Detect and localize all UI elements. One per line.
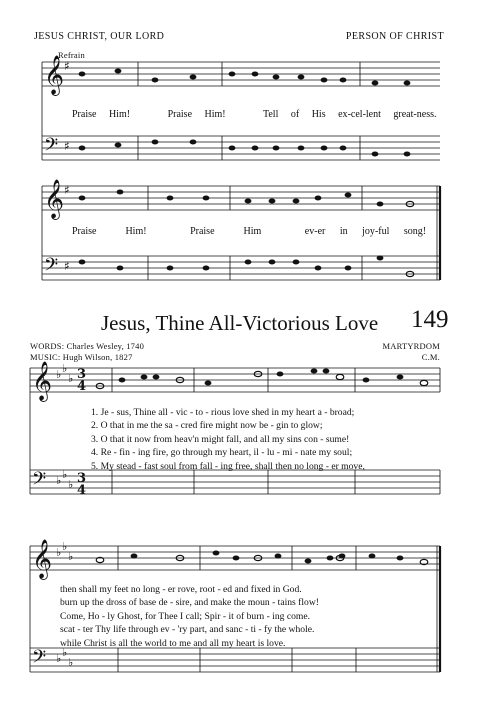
svg-text:♭: ♭ <box>62 646 68 659</box>
staff-treble <box>42 62 440 86</box>
svg-text:♭: ♭ <box>62 362 68 375</box>
stanza-line: 4. Re - fin - ing fire, go through my heart, il - lu - mi - nate my soul; <box>91 447 353 459</box>
svg-text:𝄢: 𝄢 <box>32 647 47 672</box>
svg-text:𝄞: 𝄞 <box>32 361 53 401</box>
refrain-lyric-line-1: Praise Him! Praise Him! Tell of His ex-cel-lent great-ness. <box>72 109 437 120</box>
svg-text:♭: ♭ <box>68 550 74 563</box>
svg-text:♭: ♭ <box>56 474 62 487</box>
svg-text:♭: ♭ <box>56 652 62 665</box>
svg-text:♯: ♯ <box>64 59 70 73</box>
words-credit: WORDS: Charles Wesley, 1740 <box>30 341 145 351</box>
svg-text:♯: ♯ <box>64 259 70 273</box>
svg-text:♭: ♭ <box>56 546 62 559</box>
treble-clef-icon: 𝄞 <box>44 55 65 95</box>
svg-text:♭: ♭ <box>68 478 74 491</box>
svg-text:♭: ♭ <box>68 656 74 669</box>
stanza-line: Come, Ho - ly Ghost, for Thee I call; Spir - it of burn - ing come. <box>60 610 311 622</box>
svg-text:♭: ♭ <box>56 368 62 381</box>
svg-text:♯: ♯ <box>64 183 70 197</box>
stanza-line: while Christ is all the world to me and all my heart is love. <box>60 637 286 649</box>
svg-text:4: 4 <box>77 483 87 498</box>
hymn-number: 149 <box>411 306 449 333</box>
stanza-block-1 <box>91 406 441 473</box>
category-header: PERSON OF CHRIST <box>345 31 444 42</box>
svg-text:3: 3 <box>77 471 87 486</box>
refrain-lyric-line-2: Praise Him! Praise Him ev-er in joy-ful song! <box>72 226 427 237</box>
stanza-line: 2. O that in me the sa - cred fire might now be - gin to glow; <box>91 420 323 432</box>
tune-name: MARTYRDOM <box>382 341 440 351</box>
svg-text:♭: ♭ <box>62 468 68 481</box>
stanza-line: 5. My stead - fast soul from fall - ing free, shall then no long - er move, <box>91 460 365 472</box>
music-credit: MUSIC: Hugh Wilson, 1827 <box>30 352 133 362</box>
refrain-label: Refrain <box>58 50 85 60</box>
hymn-title: Jesus, Thine All-Victorious Love <box>101 311 379 335</box>
svg-text:𝄢: 𝄢 <box>44 255 59 280</box>
stanza-block-2 <box>60 583 440 650</box>
stanza-line: 1. Je - sus, Thine all - vic - to - rious love shed in my heart a - broad; <box>91 407 355 418</box>
bass-clef-icon: 𝄢 <box>44 135 59 160</box>
svg-text:♭: ♭ <box>68 372 74 385</box>
svg-text:𝄢: 𝄢 <box>32 469 47 494</box>
meter: C.M. <box>421 352 440 362</box>
svg-text:4: 4 <box>77 379 87 394</box>
stanza-line: scat - ter Thy life through ev - 'ry part, and sanc - ti - fy the whole. <box>60 624 315 636</box>
svg-text:♯: ♯ <box>64 139 70 153</box>
svg-text:3: 3 <box>77 367 87 382</box>
svg-text:♭: ♭ <box>62 540 68 553</box>
svg-text:𝄞: 𝄞 <box>44 179 65 219</box>
section-header: JESUS CHRIST, OUR LORD <box>34 31 165 42</box>
stanza-line: burn up the dross of base de - sire, and make the moun - tains flow! <box>60 597 319 609</box>
stanza-line: then shall my feet no long - er rove, root - ed and fixed in God. <box>60 584 302 595</box>
stanza-line: 3. O that it now from heav'n might fall, and all my sins con - sume! <box>91 433 350 445</box>
svg-text:𝄞: 𝄞 <box>32 539 53 579</box>
